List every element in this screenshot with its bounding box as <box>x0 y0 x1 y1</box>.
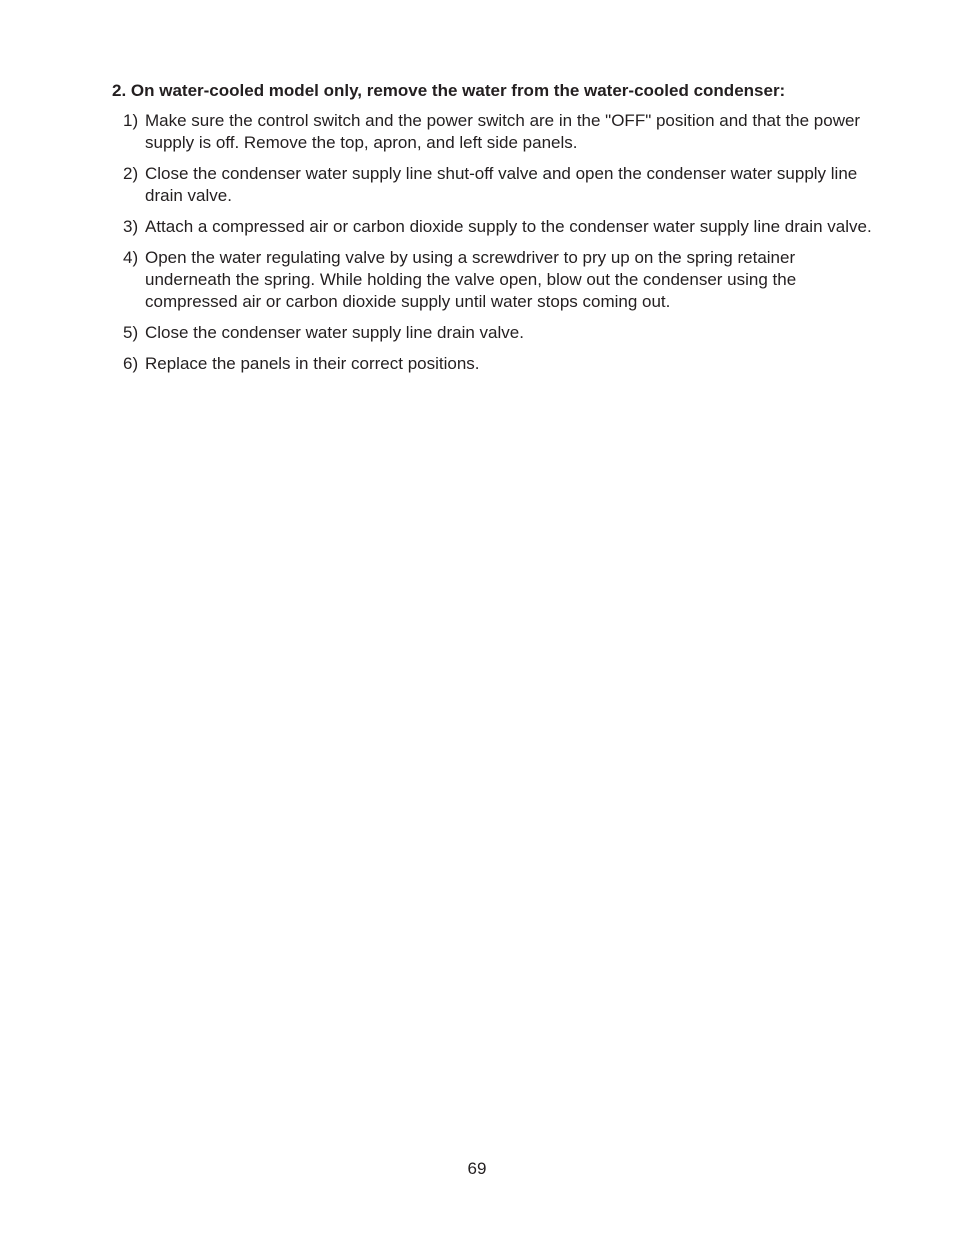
step-list <box>123 110 883 384</box>
step-number: 5) <box>123 323 139 342</box>
step-text: Make sure the control switch and the power switch are in the "OFF" position and that the power supply is off. Remove the top, apron, and left side panels. <box>145 111 861 152</box>
step-6 <box>123 353 883 375</box>
step-1 <box>123 110 883 154</box>
step-number: 1) <box>123 111 139 130</box>
step-number: 3) <box>123 217 139 236</box>
step-5 <box>123 322 883 344</box>
step-text: Replace the panels in their correct positions. <box>145 354 480 373</box>
step-text: Attach a compressed air or carbon dioxide supply to the condenser water supply line drain valve. <box>145 217 872 236</box>
step-text: Close the condenser water supply line drain valve. <box>145 323 524 342</box>
step-3 <box>123 216 883 238</box>
step-number: 4) <box>123 248 139 267</box>
step-number: 6) <box>123 354 139 373</box>
section-heading: 2. On water-cooled model only, remove the water from the water-cooled condenser: <box>112 81 786 100</box>
step-text: Open the water regulating valve by using a screwdriver to pry up on the spring retainer underneath the spring. While holding the valve open, blow out the condenser using the compressed air or carbon dioxide supply until water stops coming out. <box>145 248 797 311</box>
page-number: 69 <box>467 1159 487 1178</box>
step-2 <box>123 163 883 207</box>
step-number: 2) <box>123 164 139 183</box>
step-4 <box>123 247 883 313</box>
step-text: Close the condenser water supply line shut-off valve and open the condenser water supply line drain valve. <box>145 164 858 205</box>
